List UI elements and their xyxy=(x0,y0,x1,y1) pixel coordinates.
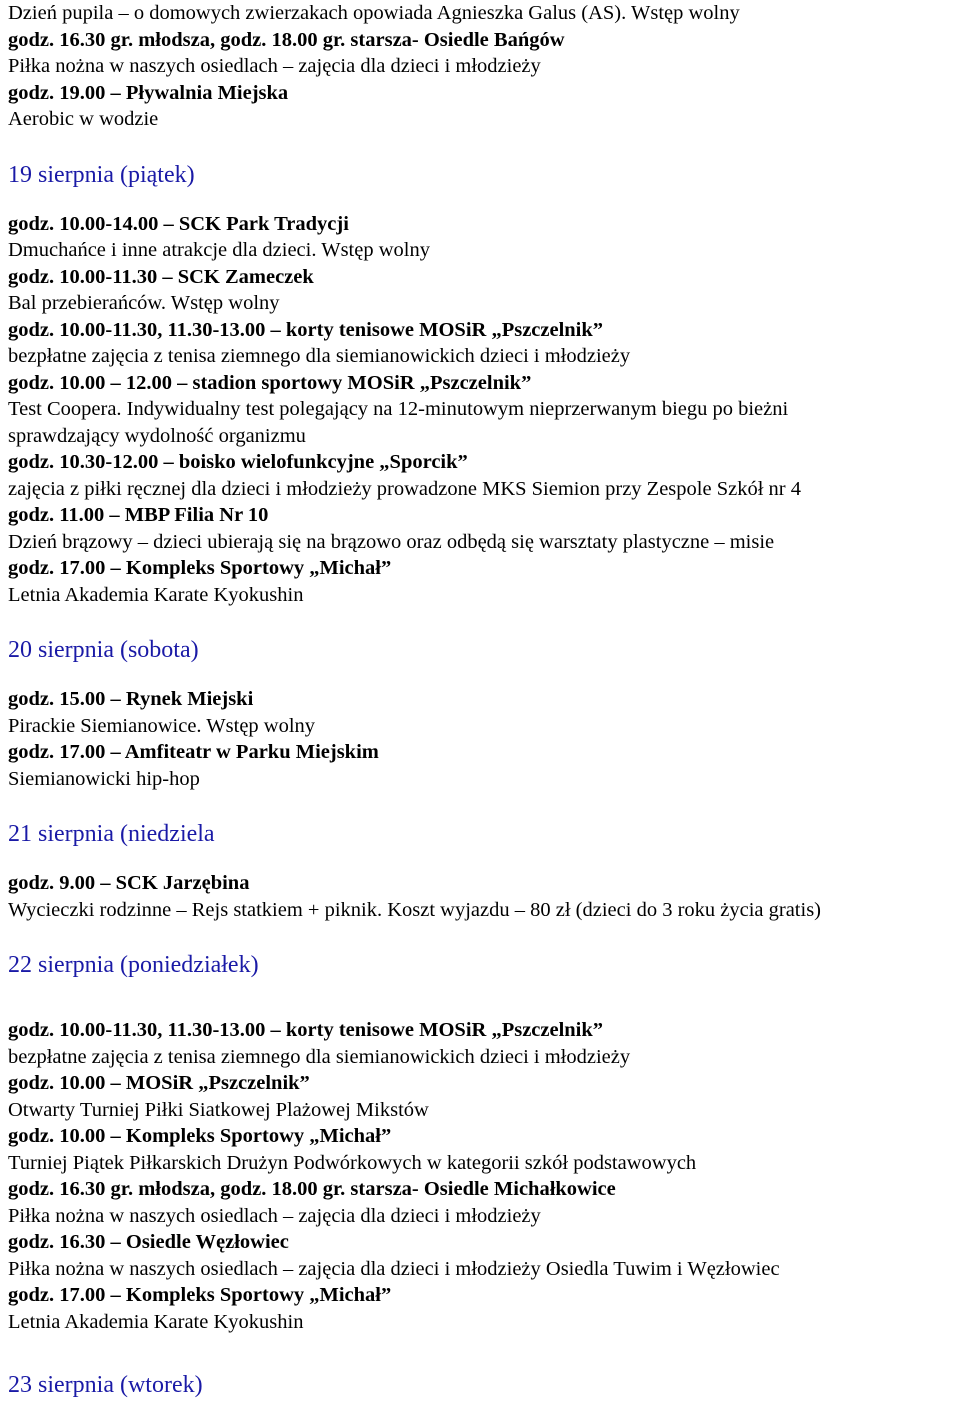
event-time-location: godz. 19.00 – Pływalnia Miejska xyxy=(8,81,289,104)
event-time-location: godz. 11.00 – MBP Filia Nr 10 xyxy=(8,504,269,526)
event-description: Siemianowicki hip-hop xyxy=(8,767,200,790)
event-time-location: godz. 17.00 – Kompleks Sportowy „Michał” xyxy=(8,1284,392,1306)
event-description: Pirackie Siemianowice. Wstęp wolny xyxy=(8,714,316,737)
event-time-location: godz. 10.00 – 12.00 – stadion sportowy MOSiR „Pszczelnik” xyxy=(8,371,532,394)
event-description: Piłka nożna w naszych osiedlach – zajęcia dla dzieci i młodzieży Osiedla Tuwim i Węzłowiec xyxy=(8,1257,780,1280)
event-description: Bal przebierańców. Wstęp wolny xyxy=(8,292,280,314)
event-description: Piłka nożna w naszych osiedlach – zajęcia dla dzieci i młodzieży xyxy=(8,1204,541,1227)
event-description: bezpłatne zajęcia z tenisa ziemnego dla siemianowickich dzieci i młodzieży xyxy=(8,1045,631,1068)
day-heading-20-august: 20 sierpnia (sobota) xyxy=(8,637,199,663)
event-description: bezpłatne zajęcia z tenisa ziemnego dla siemianowickich dzieci i młodzieży xyxy=(8,345,631,367)
event-description: Dzień brązowy – dzieci ubierają się na brązowo oraz odbędą się warsztaty plastyczne – misie xyxy=(8,530,775,553)
day-heading-19-august: 19 sierpnia (piątek) xyxy=(8,161,195,188)
event-time-location: godz. 10.00-14.00 – SCK Park Tradycji xyxy=(8,212,349,235)
event-description: Aerobic w wodzie xyxy=(8,108,159,130)
event-description: Turniej Piątek Piłkarskich Drużyn Podwórkowych w kategorii szkół podstawowych xyxy=(8,1151,697,1174)
event-time-location: godz. 17.00 – Kompleks Sportowy „Michał” xyxy=(8,557,392,579)
day-heading-23-august: 23 sierpnia (wtorek) xyxy=(8,1372,203,1398)
event-description: Dmuchańce i inne atrakcje dla dzieci. Wstęp wolny xyxy=(8,239,430,261)
event-description: Test Coopera. Indywidualny test polegający na 12-minutowym nieprzerwanym biegu po bieżni xyxy=(8,398,789,420)
day-heading-21-august: 21 sierpnia (niedziela xyxy=(8,821,215,847)
event-time-location: godz. 10.00 – Kompleks Sportowy „Michał” xyxy=(8,1125,392,1147)
event-time-location: godz. 10.00-11.30, 11.30-13.00 – korty tenisowe MOSiR „Pszczelnik” xyxy=(8,318,604,341)
event-time-location: godz. 9.00 – SCK Jarzębina xyxy=(8,872,250,894)
event-description: Dzień pupila – o domowych zwierzakach opowiada Agnieszka Galus (AS). Wstęp wolny xyxy=(8,2,740,24)
event-time-location: godz. 10.30-12.00 – boisko wielofunkcyjne „Sporcik” xyxy=(8,451,468,473)
event-time-location: godz. 10.00-11.30, 11.30-13.00 – korty tenisowe MOSiR „Pszczelnik” xyxy=(8,1019,604,1041)
event-time-location: godz. 16.30 gr. młodsza, godz. 18.00 gr. starsza- Osiedle Bańgów xyxy=(8,28,565,51)
event-description: Wycieczki rodzinne – Rejs statkiem + piknik. Koszt wyjazdu – 80 zł (dzieci do 3 roku życia gratis) xyxy=(8,898,822,921)
event-time-location: godz. 10.00-11.30 – SCK Zameczek xyxy=(8,265,314,288)
event-description: Piłka nożna w naszych osiedlach – zajęcia dla dzieci i młodzieży xyxy=(8,55,541,77)
event-time-location: godz. 17.00 – Amfiteatr w Parku Miejskim xyxy=(8,741,379,763)
day-heading-22-august: 22 sierpnia (poniedziałek) xyxy=(8,952,259,978)
event-description: Letnia Akademia Karate Kyokushin xyxy=(8,583,304,606)
event-time-location: godz. 10.00 – MOSiR „Pszczelnik” xyxy=(8,1072,310,1094)
event-description: zajęcia z piłki ręcznej dla dzieci i młodzieży prowadzone MKS Siemion przy Zespole Szkół nr 4 xyxy=(8,477,801,500)
event-time-location: godz. 16.30 – Osiedle Węzłowiec xyxy=(8,1231,289,1253)
event-time-location: godz. 15.00 – Rynek Miejski xyxy=(8,688,254,710)
event-description: Letnia Akademia Karate Kyokushin xyxy=(8,1310,304,1333)
event-time-location: godz. 16.30 gr. młodsza, godz. 18.00 gr. starsza- Osiedle Michałkowice xyxy=(8,1178,616,1200)
event-description: sprawdzający wydolność organizmu xyxy=(8,424,306,447)
event-description: Otwarty Turniej Piłki Siatkowej Plażowej Mikstów xyxy=(8,1098,429,1121)
